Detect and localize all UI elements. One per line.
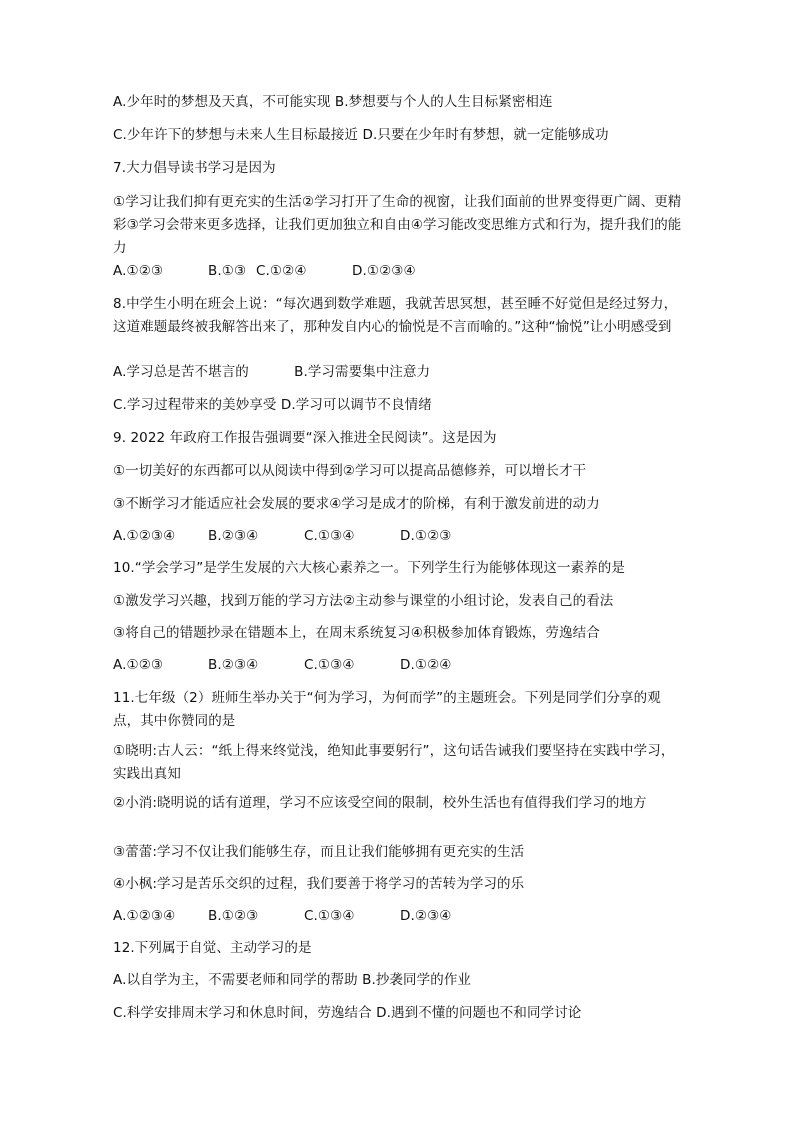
q12-options-line-2: C.科学安排周末学习和休息时间，劳逸结合 D.遇到不懂的问题也不和同学讨论: [113, 1005, 582, 1021]
q10-statement-line-2: ③将自己的错题抄录在错题本上，在周末系统复习④积极参加体育锻炼，劳逸结合: [113, 625, 600, 641]
q7-option-a: A.①②③: [113, 263, 164, 279]
q7-option-d: D.①②③④: [352, 263, 416, 279]
q10-statement-line-1: ①激发学习兴趣，找到万能的学习方法②主动参与课堂的小组讨论，发表自己的看法: [113, 593, 614, 609]
q9-options: [113, 525, 452, 547]
q12-stem: 12.下列属于自觉、主动学习的是: [113, 940, 312, 956]
q11-option-a: A.①②③④: [113, 908, 176, 924]
q7-option-c: C.①②④: [256, 263, 307, 279]
q8-options-line-1: A.学习总是苦不堪言的 B.学习需要集中注意力: [113, 364, 431, 380]
q9-option-a: A.①②③④: [113, 528, 176, 544]
q10-stem: 10.“学会学习”是学生发展的六大核心素养之一。下列学生行为能够体现这一素养的是: [113, 560, 625, 576]
q11-stem: 11.七年级（2）班师生举办关于“何为学习，为何而学”的主题班会。下列是同学们分享的观点，其中你赞同的是: [113, 690, 661, 729]
q11-option-c: C.①③④: [304, 908, 355, 924]
q8-options-line-2: C.学习过程带来的美妙享受 D.学习可以调节不良情绪: [113, 397, 432, 413]
q9-statement-line-2: ③不断学习才能适应社会发展的要求④学习是成才的阶梯，有利于激发前进的动力: [113, 496, 600, 512]
q9-statement-line-1: ①一切美好的东西都可以从阅读中得到②学习可以提高品德修养，可以增长才干: [113, 463, 587, 479]
q6-options-line-2: C.少年许下的梦想与未来人生目标最接近 D.只要在少年时有梦想，就一定能够成功: [113, 127, 609, 143]
q9-option-c: C.①③④: [304, 528, 355, 544]
q7-options: [113, 260, 416, 282]
q11-options: [113, 905, 452, 927]
q11-statement-2: ②小消:晓明说的话有道理，学习不应该受空间的限制，校外生活也有值得我们学习的地方: [113, 795, 647, 811]
q10-options: [113, 654, 452, 676]
q11-statement-3: ③蕾蕾:学习不仅让我们能够生存，而且让我们能够拥有更充实的生活: [113, 844, 525, 860]
q12-options-line-1: A.以自学为主，不需要老师和同学的帮助 B.抄袭同学的作业: [113, 972, 472, 988]
q11-option-d: D.②③④: [400, 908, 452, 924]
q6-options-line-1: A.少年时的梦想及天真，不可能实现 B.梦想要与个人的人生目标紧密相连: [113, 94, 553, 110]
q9-stem: 9. 2022 年政府工作报告强调要“深入推进全民阅读”。这是因为: [113, 430, 497, 446]
q10-option-c: C.①③④: [304, 657, 355, 673]
q10-option-d: D.①②④: [400, 657, 452, 673]
q11-statement-4: ④小枫:学习是苦乐交织的过程，我们要善于将学习的苦转为学习的乐: [113, 876, 525, 892]
q9-option-d: D.①②③: [400, 528, 452, 544]
q7-option-b: B.①③: [208, 263, 247, 279]
q11-option-b: B.①②③: [208, 908, 259, 924]
q7-stem: 7.大力倡导读书学习是因为: [113, 160, 276, 176]
q11-statement-1: ①晓明:古人云：“纸上得来终觉浅，绝知此事要躬行”，这句话告诫我们要坚持在实践中学习，实践出真知: [113, 743, 675, 782]
q8-stem: 8.中学生小明在班会上说：“每次遇到数学难题，我就苦思冥想，甚至睡不好觉但是经过努力，这道难题最终被我解答出来了，那种发自内心的愉悦是不言而喻的。”这种“愉悦”让小明感受到: [113, 296, 678, 335]
q10-option-a: A.①②③: [113, 657, 164, 673]
q10-option-b: B.②③④: [208, 657, 259, 673]
q7-statements: ①学习让我们抑有更充实的生活②学习打开了生命的视窗，让我们面前的世界变得更广阔、更精彩③学习会带来更多选择，让我们更加独立和自由④学习能改变思维方式和行为，提升我们的能力: [113, 194, 682, 256]
q9-option-b: B.②③④: [208, 528, 259, 544]
